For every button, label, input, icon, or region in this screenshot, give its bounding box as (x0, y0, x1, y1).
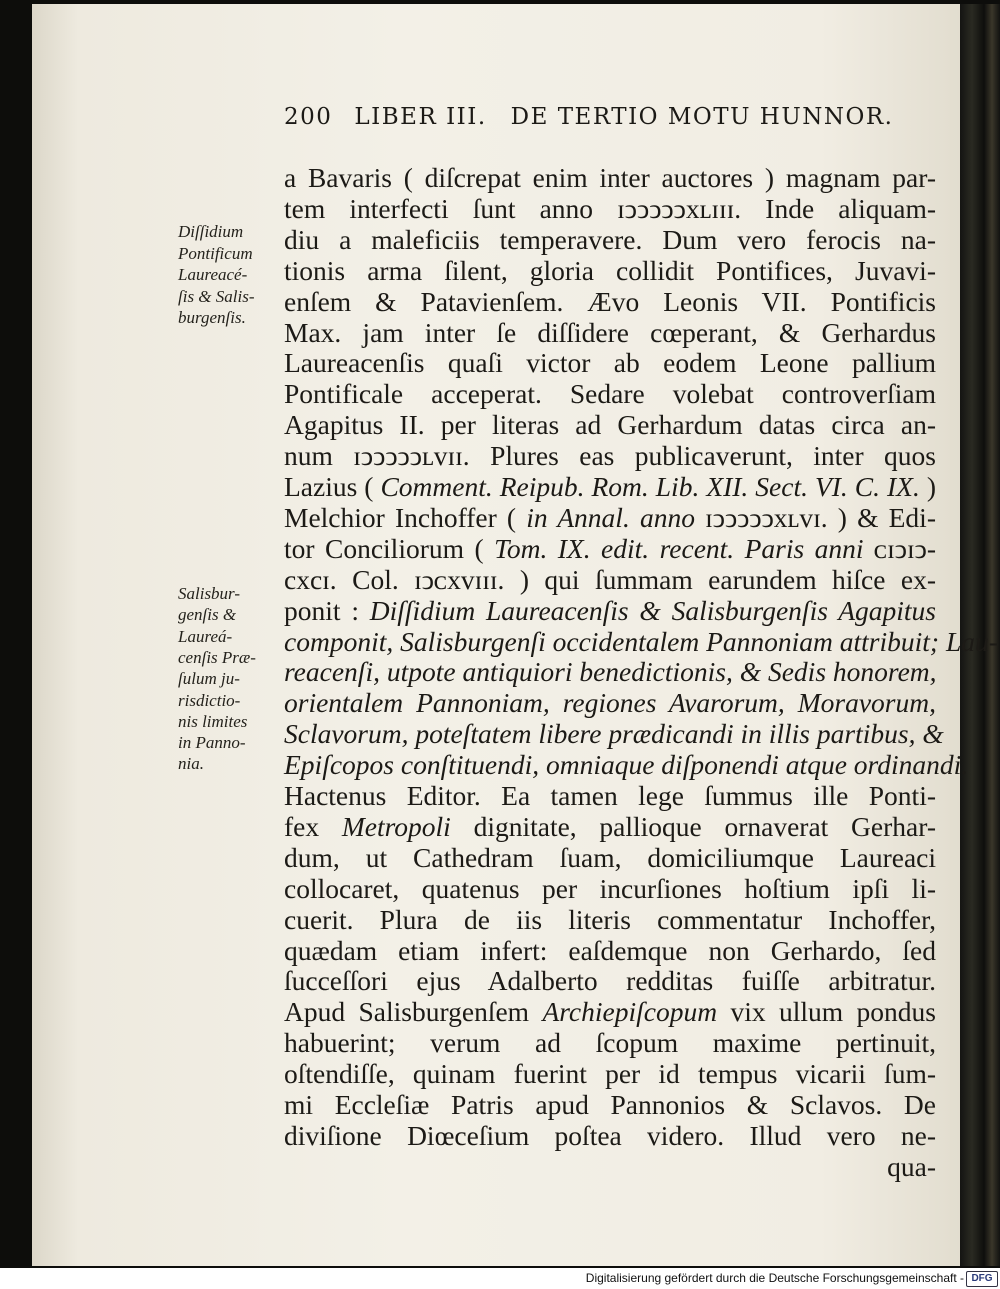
text-line (284, 347, 936, 379)
text-segment: dum, ut Cathedram ſuam, domiciliumque Laureaci (284, 841, 936, 873)
marginal-note-line: Pontificum (178, 243, 253, 263)
text-segment: quædam etiam infert: eaſdemque non Gerhardo, ſed (284, 934, 936, 966)
text-line (284, 564, 936, 596)
text-segment: ſucceſſori ejus Adalberto redditas fuiſſe arbitratur. (284, 965, 936, 997)
text-segment: habuerint; verum ad ſcopum maxime pertinuit, (284, 1027, 936, 1059)
text-segment: mi Eccleſiæ Patris apud Pannonios & Sclavos. De (284, 1089, 936, 1120)
italic-segment: Tom. IX. edit. recent. Paris anni (494, 532, 864, 564)
text-segment: Agapitus II. per literas ad Gerhardum datas circa an- (284, 409, 936, 441)
text-segment: Melchior Inchoffer ( (284, 501, 527, 533)
text-line (284, 625, 998, 658)
italic-segment: reacenſi, utpote antiquiori benedictionis, & Sedis honorem, (284, 656, 937, 688)
marginal-note-line: Diſſidium (178, 222, 244, 241)
text-line (284, 780, 936, 812)
text-line (284, 935, 936, 967)
footer (0, 1268, 1000, 1289)
marginal-note-line: Salisbur- (178, 584, 240, 603)
text-line (284, 1089, 936, 1121)
marginal-note-line: in Panno- (178, 733, 246, 753)
text-segment: qua- (887, 1150, 936, 1182)
text-line (284, 255, 936, 287)
text-segment: dignitate, pallioque ornaverat Gerhar- (450, 810, 936, 842)
text-line (284, 440, 936, 472)
text-line (284, 996, 936, 1028)
running-title: DE TERTIO MOTU HUNNOR. (510, 104, 894, 130)
text-segment: Laureacenſis quaſi victor ab eodem Leone pallium (284, 347, 936, 379)
text-line (284, 1058, 936, 1090)
text-segment: cxcɪ. Col. ɪↄᴄxᴠɪɪɪ. ) qui ſummam earundem hiſce ex- (284, 563, 936, 595)
text-segment: a Bavaris ( diſcrepat enim inter auctores ) magnam par- (284, 162, 936, 193)
text-segment: Apud Salisburgenſem (284, 996, 543, 1028)
text-line (284, 471, 936, 503)
marginal-note-line: ſis & Salis- (178, 286, 255, 306)
text-segment: diu a maleficiis temperavere. Dum vero ferocis na- (284, 223, 936, 255)
text-line (284, 286, 936, 318)
text-segment: ) (919, 471, 936, 502)
italic-segment: Diſſidium Laureacenſis & Salisburgenſis Agapitus (369, 594, 937, 626)
running-header (284, 104, 893, 130)
text-line (284, 1120, 936, 1152)
italic-segment: in Annal. anno (526, 501, 695, 533)
text-segment: ᴄɪↄɪↄ- (863, 532, 936, 564)
text-line (284, 533, 936, 565)
text-segment: ɪↄↄↄↄↄxʟᴠɪ. ) & Edi- (694, 501, 936, 533)
marginal-note-line: nis limites (178, 711, 248, 731)
marginal-note-line: Laureá- (178, 626, 233, 646)
italic-segment: Archiepiſcopum (542, 996, 718, 1028)
text-line (284, 811, 936, 843)
text-line (284, 378, 936, 410)
marginal-note-line: Laureacé- (178, 265, 248, 284)
text-segment: tem interfecti ſunt anno ɪↄↄↄↄↄxʟɪɪɪ. Inde aliquam- (284, 192, 936, 224)
marginal-note-line: cenſis Præ- (178, 647, 256, 667)
text-segment: diviſione Diœceſium poſtea videro. Illud vero ne- (284, 1119, 936, 1151)
text-line (284, 842, 936, 874)
text-line (284, 965, 936, 997)
marginal-note-line: genſis & (178, 605, 237, 625)
italic-segment: Sclavorum, poteſtatem libere prædicandi in illis partibus, & (284, 718, 944, 750)
text-segment: Pontificale acceperat. Sedare volebat controverſiam (284, 378, 936, 410)
dfg-logo: DFG (966, 1271, 998, 1287)
text-segment: Lazius ( (284, 471, 381, 502)
text-line (284, 193, 936, 225)
italic-segment: Comment. Reipub. Rom. Lib. XII. Sect. VI. C. IX. (380, 471, 920, 502)
text-line (284, 502, 936, 534)
text-segment: vix ullum pondus (717, 996, 936, 1028)
text-line (284, 687, 936, 719)
text-segment: tor Conciliorum ( (284, 532, 495, 564)
text-segment: oſtendiſſe, quinam fuerint per id tempus vicarii ſum- (284, 1058, 936, 1090)
italic-segment: Epiſcopos conſtituendi, omniaque diſponendi atque ordinandi. (284, 749, 969, 781)
text-segment: num ɪↄↄↄↄↄʟᴠɪɪ. Plures eas publicaverunt, inter quos (284, 440, 936, 472)
text-segment: tionis arma ſilent, gloria collidit Pontifices, Juvavi- (284, 254, 936, 286)
page-number: 200 (284, 104, 333, 130)
text-segment: fex (284, 810, 342, 842)
text-line (284, 409, 936, 441)
marginal-note-line: nia. (178, 754, 204, 774)
book-number: LIBER III. (354, 104, 487, 130)
text-line (284, 1151, 936, 1183)
text-segment: Hactenus Editor. Ea tamen lege ſummus ille Ponti- (284, 780, 936, 811)
text-line (284, 656, 936, 688)
text-line (284, 718, 944, 750)
text-line (284, 224, 936, 256)
text-line (284, 317, 936, 349)
text-line (284, 595, 936, 627)
italic-segment: Metropoli (341, 810, 451, 842)
marginal-note-line: ſulum ju- (178, 669, 240, 689)
text-line (284, 162, 936, 194)
text-line (284, 1027, 936, 1059)
text-line (284, 749, 969, 781)
funding-notice: Digitalisierung gefördert durch die Deutsche Forschungsgemeinschaft - (585, 1271, 964, 1285)
italic-segment: componit, Salisburgenſi occidentalem Pannoniam attribuit; Lau- (284, 625, 998, 657)
text-segment: ponit : (284, 594, 370, 626)
text-line (284, 904, 936, 936)
marginal-note-line: burgenſis. (178, 308, 246, 327)
text-segment: collocaret, quatenus per incurſiones hoſtium ipſi li- (284, 872, 936, 904)
marginal-note-line: risdictio- (178, 690, 241, 710)
text-segment: Max. jam inter ſe diſſidere cœperant, & Gerhardus (284, 316, 936, 348)
text-segment: cuerit. Plura de iis literis commentatur Inchoffer, (284, 903, 936, 935)
text-line (284, 873, 936, 905)
text-segment: enſem & Patavienſem. Ævo Leonis VII. Pontificis (284, 285, 936, 317)
italic-segment: orientalem Pannoniam, regiones Avarorum, Moravorum, (284, 687, 936, 719)
